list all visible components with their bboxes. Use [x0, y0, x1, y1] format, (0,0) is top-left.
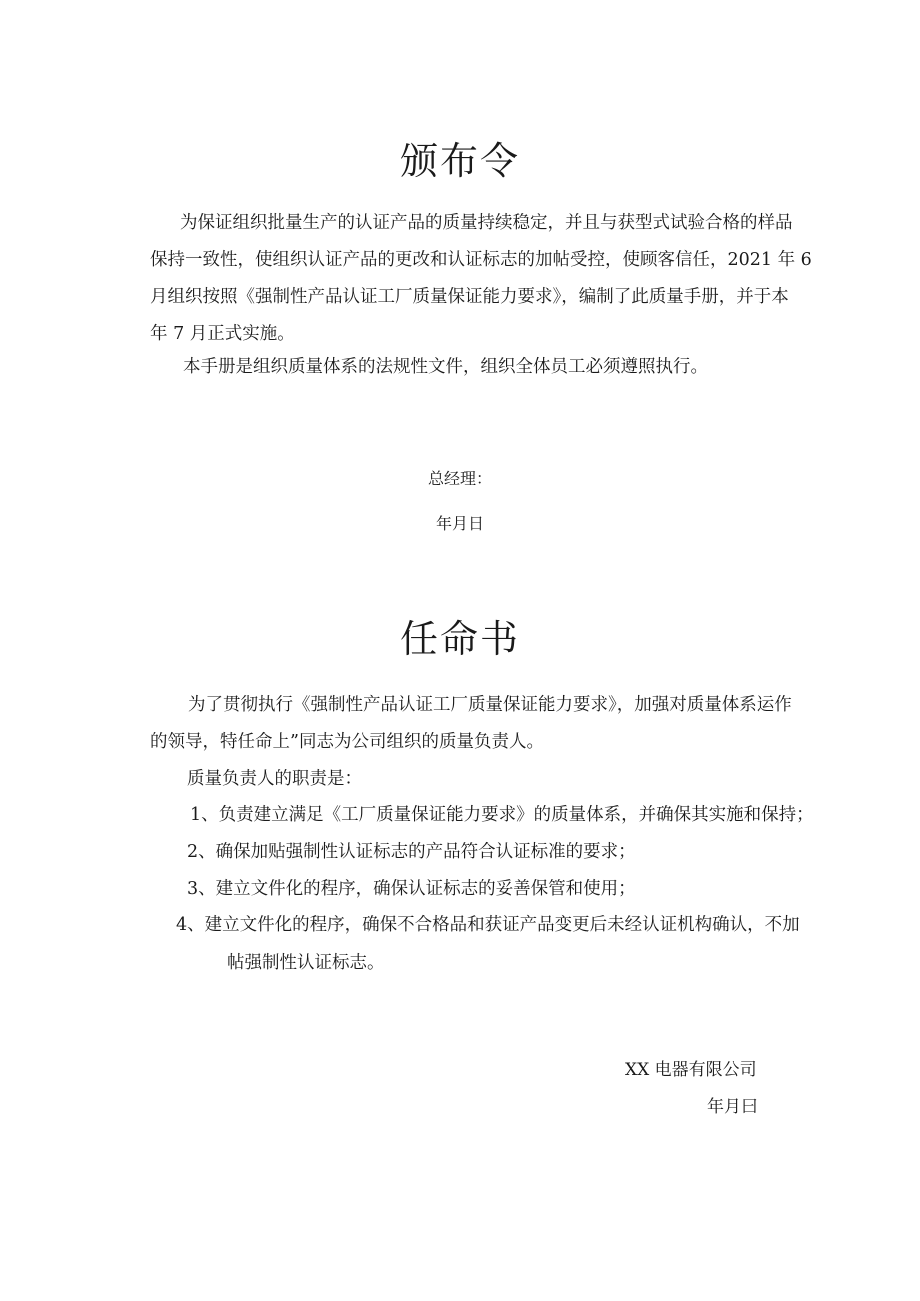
duty-item-4-continuation: 帖强制性认证标志。 — [227, 953, 385, 973]
promulgation-line-4: 年 7 月正式实施。 — [150, 324, 295, 344]
duty-item-3: 3、建立文件化的程序，确保认证标志的妥善保管和使用； — [187, 879, 636, 899]
promulgation-date: 年月日 — [435, 514, 484, 533]
duty-item-2: 2、确保加贴强制性认证标志的产品符合认证标准的要求； — [187, 842, 636, 862]
duty-item-1: 1、负责建立满足《工厂质量保证能力要求》的质量体系，并确保其实施和保持； — [190, 805, 814, 825]
appointment-intro-line-1: 为了贯彻执行《强制性产品认证工厂质量保证能力要求》，加强对质量体系运作 — [188, 695, 792, 715]
general-manager-label: 总经理： — [427, 469, 492, 488]
promulgation-line-2: 保持一致性，使组织认证产品的更改和认证标志的加帖受控，使顾客信任，2021 年 6 — [150, 250, 812, 270]
company-name: XX 电器有限公司 — [625, 1060, 757, 1080]
promulgation-title: 颁布令 — [399, 139, 520, 183]
promulgation-line-3: 月组织按照《强制性产品认证工厂质量保证能力要求》，编制了此质量手册，并于本 — [150, 287, 789, 307]
promulgation-paragraph-2: 本手册是组织质量体系的法规性文件，组织全体员工必须遵照执行。 — [183, 357, 708, 377]
appointment-date: 年月曰 — [707, 1097, 758, 1117]
duty-item-4: 4、建立文件化的程序，确保不合格品和获证产品变更后未经认证机构确认，不加 — [176, 915, 800, 935]
duties-heading: 质量负责人的职责是： — [187, 769, 362, 789]
promulgation-line-1: 为保证组织批量生产的认证产品的质量持续稳定，并且与获型式试验合格的样品 — [180, 213, 793, 233]
appointment-title: 任命书 — [399, 617, 520, 661]
promulgation-paragraph-1 — [150, 205, 812, 353]
appointment-intro-line-2: 的领导，特任命上”同志为公司组织的质量负责人。 — [150, 732, 544, 752]
appointment-intro — [150, 687, 792, 761]
